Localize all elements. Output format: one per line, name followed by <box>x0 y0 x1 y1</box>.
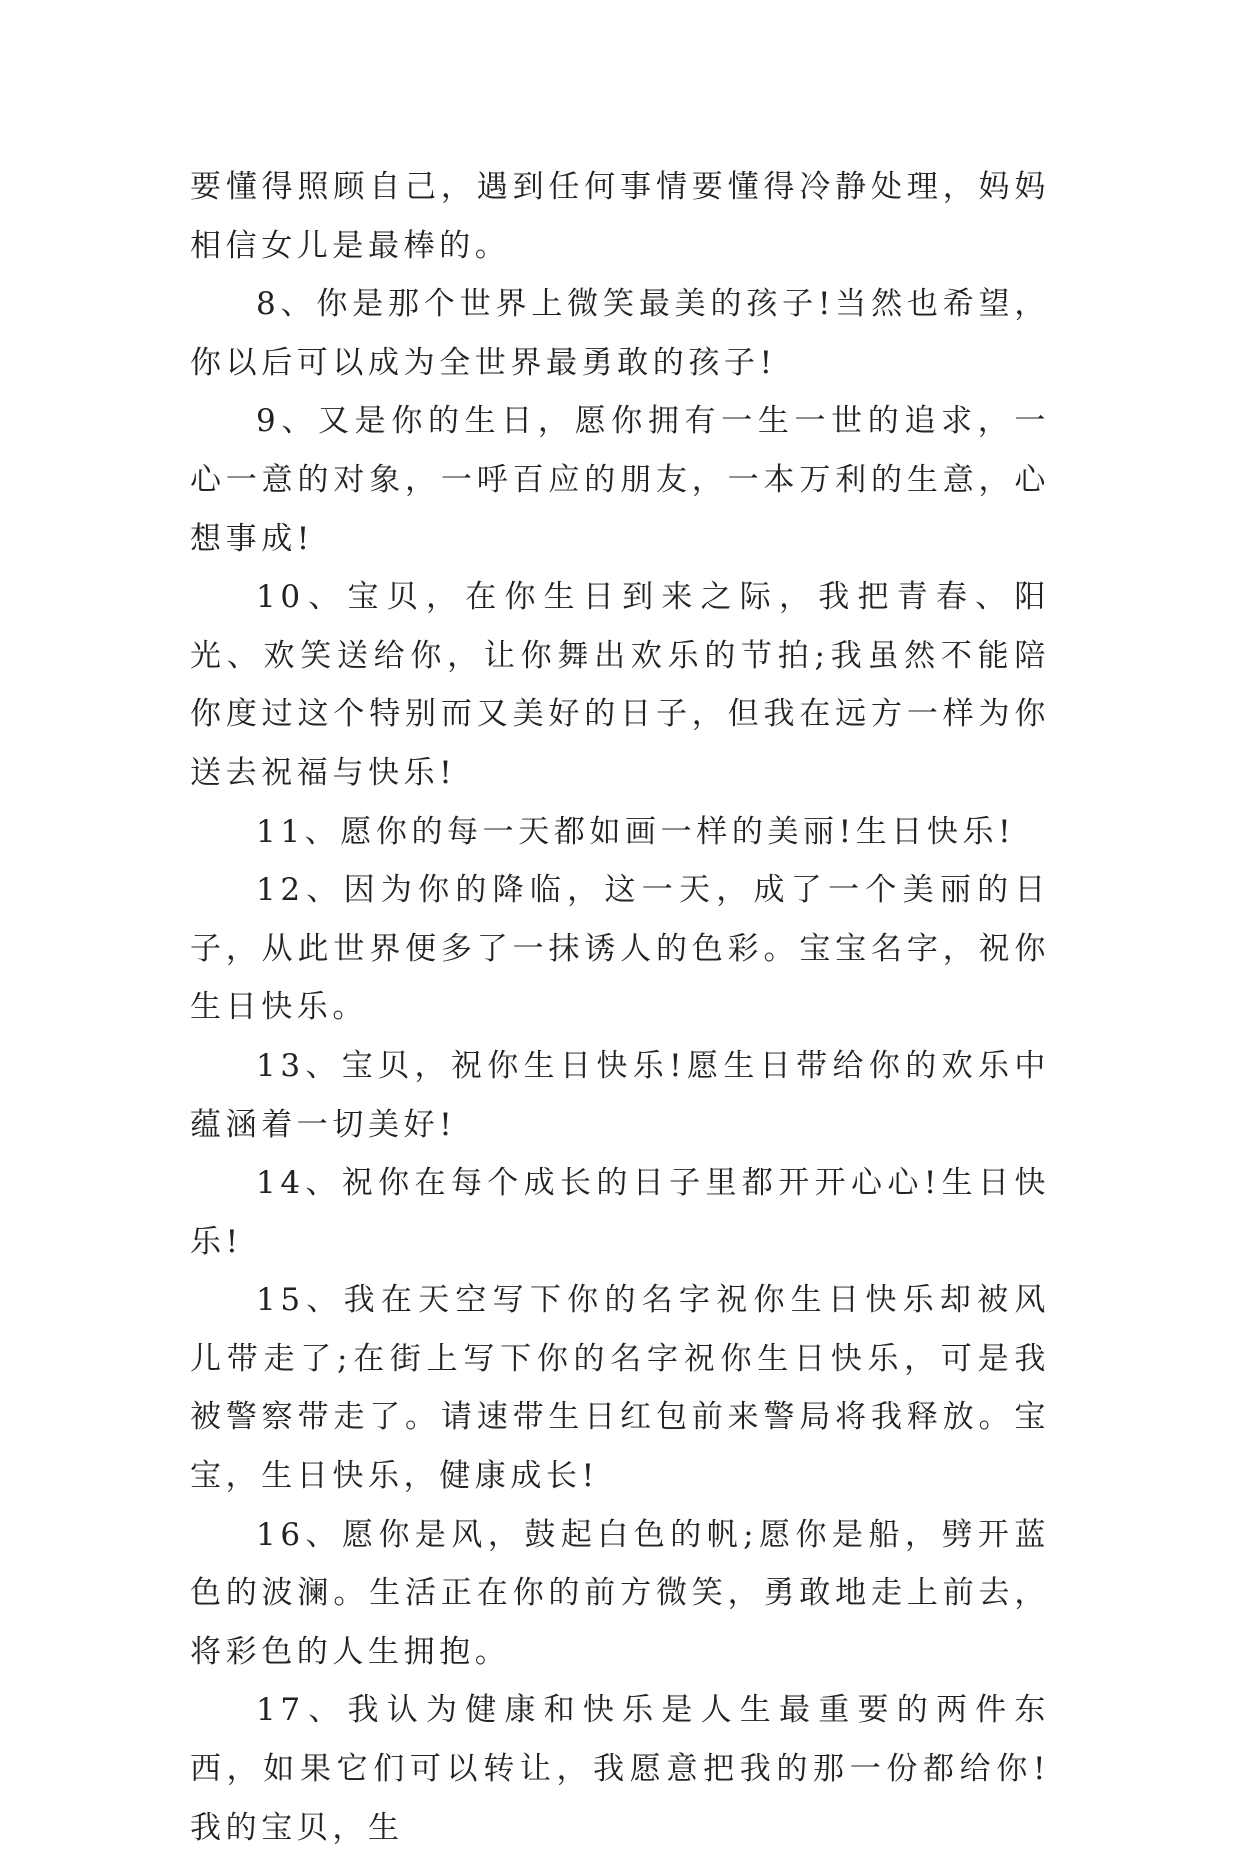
document-page <box>190 158 1050 1857</box>
paragraph-item-10: 10、宝贝，在你生日到来之际，我把青春、阳光、欢笑送给你，让你舞出欢乐的节拍;我虽然不能陪你度过这个特别而又美好的日子，但我在远方一样为你送去祝福与快乐! <box>190 579 1050 791</box>
paragraph-item-15: 15、我在天空写下你的名字祝你生日快乐却被风儿带走了;在街上写下你的名字祝你生日快乐，可是我被警察带走了。请速带生日红包前来警局将我释放。宝宝，生日快乐，健康成长! <box>190 1282 1050 1495</box>
paragraph-item-9: 9、又是你的生日，愿你拥有一生一世的追求，一心一意的对象，一呼百应的朋友，一本万利的生意，心想事成! <box>190 403 1050 557</box>
paragraph-item-8: 8、你是那个世界上微笑最美的孩子!当然也希望，你以后可以成为全世界最勇敢的孩子! <box>190 286 1050 381</box>
paragraph-item-11: 11、愿你的每一天都如画一样的美丽!生日快乐! <box>256 813 1016 850</box>
paragraph-item-12: 12、因为你的降临，这一天，成了一个美丽的日子，从此世界便多了一抹诱人的色彩。宝宝名字，祝你生日快乐。 <box>190 872 1050 1026</box>
paragraph-item-16: 16、愿你是风，鼓起白色的帆;愿你是船，劈开蓝色的波澜。生活正在你的前方微笑，勇敢地走上前去，将彩色的人生拥抱。 <box>190 1516 1050 1670</box>
paragraph-item-13: 13、宝贝，祝你生日快乐!愿生日带给你的欢乐中蕴涵着一切美好! <box>190 1047 1050 1143</box>
paragraph-item-14: 14、祝你在每个成长的日子里都开开心心!生日快乐! <box>190 1165 1050 1260</box>
paragraph-item-17: 17、我认为健康和快乐是人生最重要的两件东西，如果它们可以转让，我愿意把我的那一份都给你!我的宝贝，生 <box>190 1692 1050 1846</box>
paragraph-continuation: 要懂得照顾自己，遇到任何事情要懂得冷静处理，妈妈相信女儿是最棒的。 <box>190 169 1050 264</box>
